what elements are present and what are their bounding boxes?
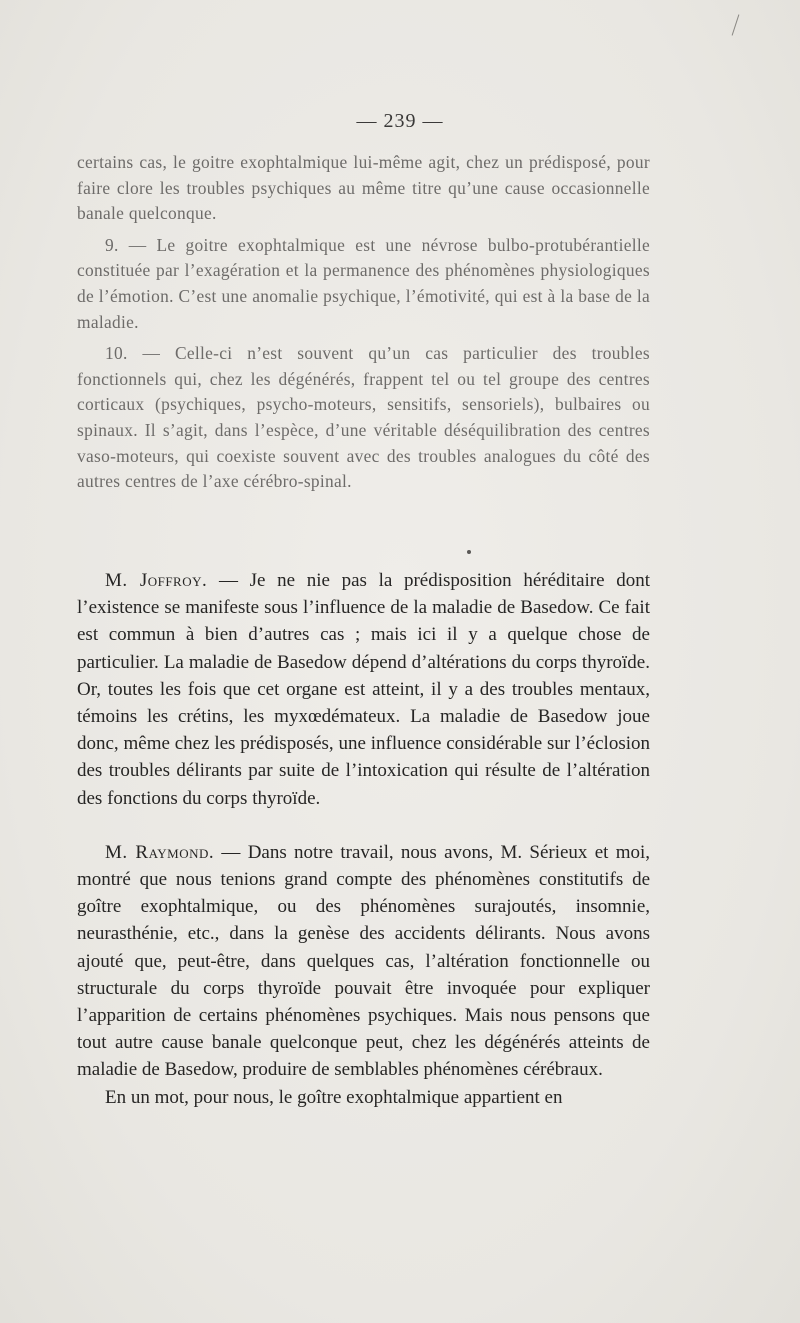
joffroy-paragraph — [77, 567, 650, 812]
summary-conclusions — [77, 150, 650, 495]
speaker-raymond: M. Raymond. — [105, 841, 215, 863]
conclusion-point-9: 9. — Le goitre exophtalmique est une névrose bulbo-protubérantielle constituée par l’exagération et la permanence des phénomènes physiologiques de l’émotion. C’est une anomalie psychique, l’émotivité, qui est à la base de la maladie. — [77, 234, 650, 332]
section-separator-dot — [467, 550, 471, 554]
conclusion-paragraph: En un mot, pour nous, le goître exophtalmique appartient en — [105, 1086, 563, 1108]
raymond-paragraph — [77, 839, 650, 1084]
raymond-text: — Dans notre travail, nous avons, M. Sérieux et moi, montré que nous tenions grand compte des phénomènes constitutifs de goître exophtalmique, ou des phénomènes surajoutés, insomnie, neurasthénie, etc., dans la genèse des accidents délirants. Nous avons ajouté que, peut-être, dans quelques cas, l’altération fonctionnelle ou structurale du corps thyroïde pouvait être invoquée pour expliquer l’apparition de certains phénomènes psychiques. Mais nous pensons que tout autre cause banale quelconque peut, chez les dégénérés atteints de maladie de Basedow, produire de semblables phénomènes cérébraux. — [77, 841, 650, 1081]
margin-mark — [732, 14, 740, 35]
page-number: — 239 — — [356, 110, 444, 132]
speaker-joffroy: M. Joffroy. — [105, 570, 208, 591]
joffroy-text: — Je ne nie pas la prédisposition héréditaire dont l’existence se manifeste sous l’influence de la maladie de Basedow. Ce fait est commun à bien d’autres cas ; mais ici il y a quelque chose de particulier. La maladie de Basedow dépend d’altérations du corps thyroïde. Or, toutes les fois que cet organe est atteint, il y a des troubles mentaux, témoins les crétins, les myxœdémateux. La maladie de Basedow joue donc, même chez les prédisposés, une influence considérable sur l’éclosion des troubles délirants par suite de l’intoxication qui résulte de l’altération des fonctions du corps thyroïde. — [77, 570, 650, 809]
conclusion-point-10: 10. — Celle-ci n’est souvent qu’un cas particulier des troubles fonctionnels qui, chez les dégénérés, frappent tel ou tel groupe des centres corticaux (psychiques, psycho-moteurs, sensitifs, sensoriels), bulbaires ou spinaux. Il s’agit, dans l’espèce, d’une véritable déséquilibration des centres vaso-moteurs, qui coexiste souvent avec des troubles analogues du côté des autres centres de l’axe cérébro-spinal. — [77, 343, 650, 492]
continuation-paragraph: certains cas, le goitre exophtalmique lui-même agit, chez un prédisposé, pour faire clore les troubles psychiques au même titre qu’une cause occasionnelle banale quelconque. — [77, 152, 650, 224]
discussion-section — [77, 567, 650, 1111]
